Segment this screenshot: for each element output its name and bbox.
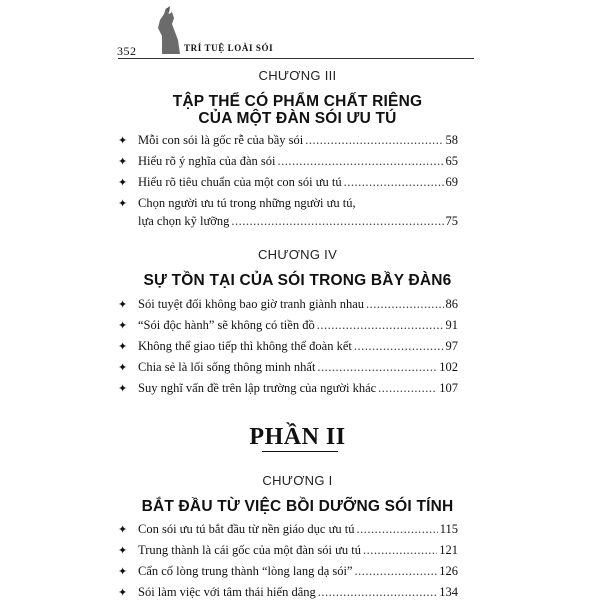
entry-page: 97 (445, 339, 458, 353)
toc-entry[interactable] (118, 175, 458, 196)
entry-title: Mỗi con sói là gốc rễ của bầy sói (138, 133, 304, 147)
toc-entry[interactable] (118, 339, 458, 360)
toc-list (118, 522, 458, 606)
entry-page: 107 (439, 381, 458, 395)
toc-entry[interactable] (118, 154, 458, 175)
toc-entry[interactable] (118, 585, 458, 606)
wolf-howling-icon (148, 6, 188, 56)
toc-list (118, 133, 458, 235)
page-number: 352 (117, 44, 137, 58)
entry-title: Suy nghĩ vấn đề trên lập trường của người khác (138, 381, 377, 395)
toc-entry[interactable] (118, 360, 458, 381)
entry-title: Con sói ưu tú bắt đầu từ nền giáo dục ưu tú (138, 522, 355, 536)
part-title-underline (262, 451, 338, 452)
entry-title-line: Chọn người ưu tú trong những người ưu tú, (138, 196, 356, 210)
entry-page: 134 (439, 585, 458, 599)
toc-entry[interactable] (118, 543, 458, 564)
star-bullet-icon: ✦ (118, 340, 128, 353)
part-title: PHẦN II (249, 424, 346, 450)
chapter-label: CHƯƠNG III (258, 68, 337, 83)
chapter-title: TẬP THỂ CÓ PHẨM CHẤT RIÊNG (172, 93, 423, 110)
entry-title: “Sói độc hành” sẽ không có tiền đồ (138, 318, 315, 332)
star-bullet-icon: ✦ (118, 523, 128, 536)
toc-entry[interactable] (118, 133, 458, 154)
running-title: TRÍ TUỆ LOÀI SÓI (184, 43, 274, 53)
entry-title: Hiểu rõ ý nghĩa của đàn sói (138, 154, 276, 168)
star-bullet-icon: ✦ (118, 155, 128, 168)
entry-page: 58 (445, 133, 458, 147)
entry-page: 102 (439, 360, 458, 374)
star-bullet-icon: ✦ (118, 565, 128, 578)
entry-title: Trung thành là cái gốc của một đàn sói ưu tú (138, 543, 361, 557)
entry-title: Chia sẻ là lối sống thông minh nhất (138, 360, 316, 374)
toc-entry[interactable] (118, 381, 458, 402)
star-bullet-icon: ✦ (118, 361, 128, 374)
toc-entry[interactable] (118, 196, 458, 235)
entry-page: 65 (445, 154, 458, 168)
chapter-label: CHƯƠNG IV (257, 247, 338, 262)
entry-title: Hiểu rõ tiêu chuẩn của một con sói ưu tú (138, 175, 342, 189)
page-header (0, 0, 595, 60)
star-bullet-icon: ✦ (118, 134, 128, 147)
entry-page: 126 (439, 564, 458, 578)
entry-page: 115 (439, 522, 458, 536)
toc-entry[interactable] (118, 564, 458, 585)
star-bullet-icon: ✦ (118, 319, 128, 332)
entry-title-line: lựa chọn kỹ lưỡng (138, 214, 230, 228)
star-bullet-icon: ✦ (118, 382, 128, 395)
entry-title: Sói làm việc với tâm thái hiến dâng (138, 585, 316, 599)
entry-page: 91 (445, 318, 458, 332)
entry-page: 69 (445, 175, 458, 189)
toc-entry[interactable] (118, 318, 458, 339)
entry-title: Không thể giao tiếp thì không thể đoàn kết (138, 339, 352, 353)
toc-entry[interactable] (118, 297, 458, 318)
toc-entry[interactable] (118, 522, 458, 543)
header-rule (118, 58, 474, 59)
star-bullet-icon: ✦ (118, 176, 128, 189)
star-bullet-icon: ✦ (118, 586, 128, 599)
entry-title: Sói tuyệt đối không bao giờ tranh giành nhau (138, 297, 365, 311)
toc-list (118, 297, 458, 402)
entry-page: 121 (439, 543, 458, 557)
star-bullet-icon: ✦ (118, 298, 128, 311)
chapter-title: BẮT ĐẦU TỪ VIỆC BỒI DƯỠNG SÓI TÍNH (141, 498, 454, 515)
chapter-title: SỰ TỒN TẠI CỦA SÓI TRONG BẦY ĐÀN6 (143, 272, 452, 289)
entry-page: 86 (445, 297, 458, 311)
chapter-title: CỦA MỘT ĐÀN SÓI ƯU TÚ (198, 110, 397, 127)
star-bullet-icon: ✦ (118, 197, 128, 210)
entry-page: 75 (445, 214, 458, 228)
star-bullet-icon: ✦ (118, 544, 128, 557)
chapter-label: CHƯƠNG I (262, 473, 333, 488)
entry-title: Cẩn cố lòng trung thành “lòng lang dạ sói” (138, 564, 353, 578)
